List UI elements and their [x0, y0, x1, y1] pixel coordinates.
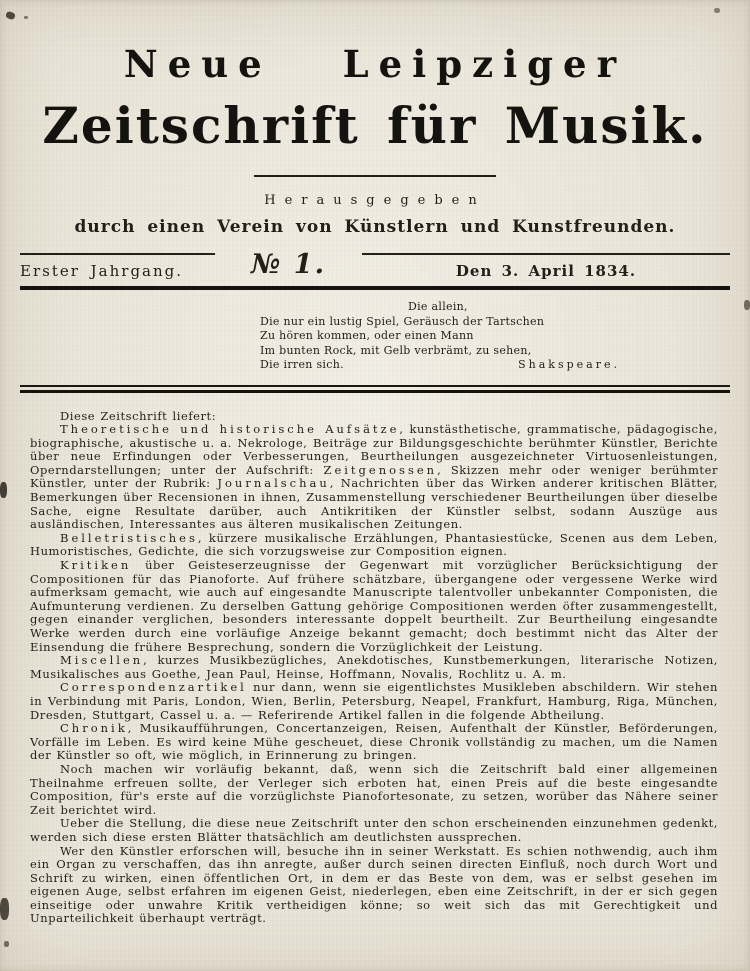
epigraph-line: Im bunten Rock, mit Gelb verbrämt, zu sehen,: [260, 343, 532, 357]
body-text-segment: Wer den Künstler erforschen will, besuche ihn in seiner Werkstatt. Es schien nothwendig, auch ihm ein Organ zu verschaffen, das ihn anregte, außer durch seinen directen Einfluß, noch durch Wort und Schrift zu wirken, einen öffentlichen Ort, in dem er das Beste von dem, was er selbst gesehen im eigenen Auge, selbst erfahren im eigenen Geist, niederlegen, eben eine Zeitschrift, in der er sich gegen einseitige oder unwahre Kritik vertheidigen könne; so weit sich das mit Gerechtigkeit und Unparteilichkeit überhaupt verträgt.: [30, 843, 718, 926]
emphasized-term: Journalschau: [217, 476, 330, 491]
divider-rule: [254, 175, 496, 177]
masthead-title-line2: Zeitschrift für Musik.: [42, 96, 708, 155]
body-text-segment: , Nachrichten über das Wirken anderer kritischen Blätter, Bemerkungen über Recensionen in ihnen, Zusammenstellung verschiedener Beurtheilungen über dieselbe Sache, eigne Resultate darüber, auch Antikritiken der Künstler selbst, sodann Auszüge aus ausländischen, Interessantes aus älteren musikalischen Zeitungen.: [30, 476, 718, 532]
thick-rule-bottom: [20, 385, 730, 393]
scan-artifact: [0, 482, 7, 498]
body-text-segment: , Musikaufführungen, Concertanzeigen, Reisen, Aufenthalt der Künstler, Beförderungen, Vorfälle im Leben. Es wird keine Mühe gescheuet, diese Chronik vollständig zu machen, um die Namen der Künstler so oft, wie möglich, in Erinnerung zu bringen.: [30, 721, 718, 763]
body-text-segment: , Skizzen mehr oder weniger berühmter Künstler, unter der Rubrik:: [30, 462, 718, 491]
issue-date: Den 3. April 1834.: [362, 253, 730, 280]
epigraph-line: Die allein,: [408, 300, 468, 313]
body-paragraph: [30, 532, 718, 559]
body-text-segment: über Geisteserzeugnisse der Gegenwart mit vorzüglicher Berücksichtigung der Compositionen für das Pianoforte. Auf frühere schätzbare, übergangene oder vergessene Werke wird aufmerksam gemacht, wie auch auf eingesandte Manuscripte talentvoller unbekannter Componisten, die Aufmunterung verdienen. Zu derselben Gattung gehörige Compositionen werden öfter zusammengestellt, gegen einander verglichen, besonders interessante doppelt beurtheilt. Zur Beurtheilung eingesandte Werke werden durch eine vorläufige Anzeige bekannt gemacht; doch bestimmt nicht das Alter der Einsendung die frühere Besprechung, sondern die Vorzüglichkeit der Leistung.: [30, 558, 718, 654]
epigraph: [20, 290, 730, 385]
publisher-line2: durch einen Verein von Künstlern und Kunstfreunden.: [74, 217, 676, 237]
volume-label: Erster Jahrgang.: [20, 253, 215, 280]
epigraph-line: Die nur ein lustig Spiel, Geräusch der Tartschen: [260, 314, 545, 328]
prospectus-body: [20, 410, 730, 927]
emphasized-term: Chronik: [60, 721, 128, 736]
issue-number: № 1.: [251, 249, 326, 280]
emphasized-term: Zeitgenossen: [323, 462, 438, 477]
body-paragraph: [30, 817, 718, 844]
body-intro: Diese Zeitschrift liefert:: [60, 408, 217, 423]
epigraph-line: Zu hören kommen, oder einen Mann: [260, 329, 474, 342]
emphasized-term: Belletristisches: [60, 530, 198, 545]
body-text-segment: , kürzere musikalische Erzählungen, Phantasiestücke, Scenen aus dem Leben, Humoristisches, Gedichte, die sich vorzugsweise zur Composition eignen.: [30, 530, 718, 559]
body-paragraph: [30, 559, 718, 654]
body-text-segment: Noch machen wir vorläufig bekannt, daß, wenn sich die Zeitschrift bald einer allgemeinen Theilnahme erfreuen sollte, der Verleger sich erboten hat, einen Preis auf die beste eingesandte Composition, für's erste auf die vorzüglichste Pianofortesonate, zu setzen, worüber das Nähere seiner Zeit berichtet wird.: [30, 761, 718, 817]
emphasized-term: Kritiken: [60, 558, 132, 573]
body-paragraph: [30, 845, 718, 927]
epigraph-line: Die irren sich.: [260, 358, 344, 371]
scan-artifact: [4, 941, 9, 947]
body-paragraph: [30, 654, 718, 681]
publisher-line1: Herausgegeben: [264, 193, 486, 208]
scan-artifact: [0, 898, 9, 920]
issue-bar: [20, 249, 730, 280]
body-paragraph: [30, 763, 718, 817]
body-text-segment: Ueber die Stellung, die diese neue Zeitschrift unter den schon erscheinenden einzunehmen gedenkt, werden sich diese ersten Blätter thatsächlich am deutlichsten aussprechen.: [30, 816, 718, 844]
scan-artifact: [714, 8, 720, 13]
body-text-segment: , kunstästhetische, grammatische, pädagogische, biographische, akustische u. a. Nekrologe, Beiträge zur Bildungsgeschichte berühmter Künstler, Berichte über neue Erfindungen oder Verbesserungen, Beurtheilungen ausgezeichneter Virtuosenleistungen, Operndarstellungen; unter der Aufschrift:: [30, 422, 718, 477]
emphasized-term: Correspondenzartikel: [60, 680, 247, 695]
emphasized-term: Miscellen: [60, 653, 144, 668]
epigraph-attribution: Shakspeare.: [518, 358, 620, 371]
emphasized-term: Theoretische und historische Aufsätze: [60, 422, 400, 437]
body-text-segment: nur dann, wenn sie eigentlichstes Musikleben abschildern. Wir stehen in Verbindung mit Paris, London, Wien, Berlin, Petersburg, Neapel, Frankfurt, Hamburg, Riga, München, Dresden, Stuttgart, Cassel u. a. — Referirende Artikel fallen in die folgende Abtheilung.: [30, 680, 718, 722]
scan-artifact: [24, 16, 28, 19]
body-text-segment: , kurzes Musikbezügliches, Anekdotisches, Kunstbemerkungen, literarische Notizen, Musikalisches aus Goethe, Jean Paul, Heinse, Hoffmann, Novalis, Rochlitz u. A. m.: [30, 653, 718, 681]
body-paragraph: [30, 423, 718, 532]
body-paragraph: [30, 722, 718, 763]
body-paragraph: [30, 681, 718, 722]
masthead-title-line1: Neue Leipziger: [123, 42, 627, 86]
scan-artifact: [744, 300, 750, 310]
